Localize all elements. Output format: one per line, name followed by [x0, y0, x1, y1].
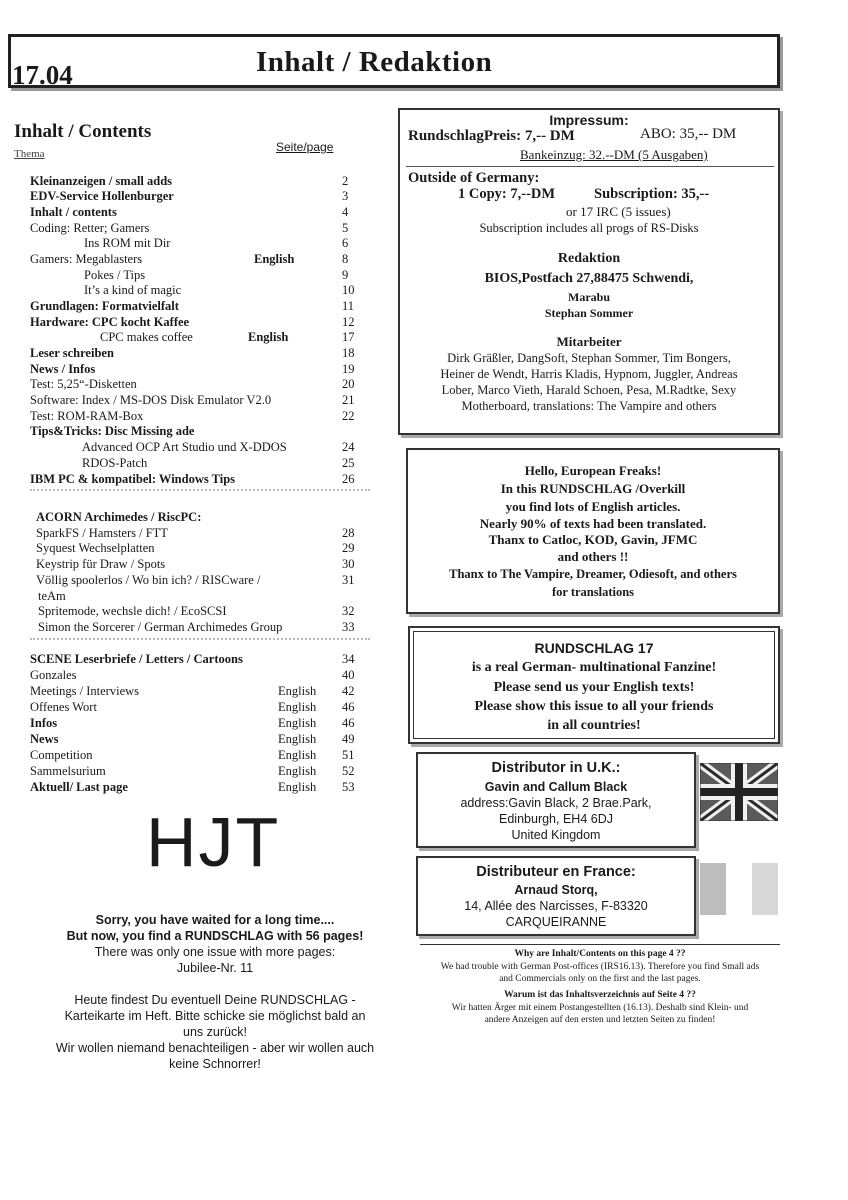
note-de-5: keine Schnorrer! — [169, 1057, 261, 1071]
fr-address: 14, Allée des Narcisses, F-83320 — [464, 899, 648, 913]
freaks-box — [406, 448, 780, 614]
impressum-title: Impressum: — [549, 112, 629, 128]
contents-topic: Coding: Retter; Gamers — [30, 221, 150, 235]
why-de-title: Warum ist das Inhaltsverzeichnis auf Seite 4 ?? — [504, 990, 696, 1000]
impressum-price: RundschlagPreis: 7,-- DM — [408, 128, 575, 144]
fanzine-line-5: in all countries! — [547, 718, 641, 733]
fanzine-line-2: is a real German- multinational Fanzine! — [471, 660, 717, 675]
contents-topic: EDV-Service Hollenburger — [30, 189, 174, 203]
fr-name: Arnaud Storq, — [514, 883, 598, 897]
contents-language: English — [254, 252, 295, 266]
fanzine-box — [408, 626, 780, 744]
contents-page-number: 5 — [342, 221, 349, 235]
contents-title: Inhalt / Contents — [14, 121, 152, 142]
contents-page-number: 24 — [342, 440, 355, 454]
why-en-line-1: We had trouble with German Post-offices (IRS16.13). Therefore you find Small ads — [440, 962, 760, 972]
fanzine-line-1: RUNDSCHLAG 17 — [534, 640, 654, 656]
contents-topic: Leser schreiben — [30, 346, 114, 360]
contents-topic: Offenes Wort — [30, 700, 97, 714]
contents-topic: RDOS-Patch — [82, 456, 148, 470]
contents-language: English — [278, 748, 317, 762]
contents-page-number: 26 — [342, 472, 355, 486]
why-rule — [420, 944, 780, 945]
note-en-2: But now, you find a RUNDSCHLAG with 56 pages! — [66, 929, 364, 943]
divider — [30, 489, 370, 491]
france-flag-icon — [700, 863, 778, 915]
contents-topic: teAm — [38, 589, 66, 603]
contents-page-number: 52 — [342, 764, 355, 778]
contents-topic: CPC makes coffee — [100, 330, 193, 344]
contents-topic: ACORN Archimedes / RiscPC: — [36, 510, 202, 524]
contents-topic: Ins ROM mit Dir — [84, 236, 171, 250]
outside-title: Outside of Germany: — [408, 170, 540, 186]
mitarbeiter-line-2: Heiner de Wendt, Harris Kladis, Hypnom, Juggler, Andreas — [440, 367, 738, 381]
contents-topic: Kleinanzeigen / small adds — [30, 174, 173, 188]
contents-page-number: 9 — [342, 268, 349, 282]
redaktion-marabu: Marabu — [568, 290, 610, 304]
contents-topic: Test: ROM-RAM-Box — [30, 409, 144, 423]
contents-topic: Advanced OCP Art Studio und X-DDOS — [82, 440, 287, 454]
contents-topic: SparkFS / Hamsters / FTT — [36, 526, 168, 540]
page-title: Inhalt / Redaktion — [256, 46, 493, 78]
why-en-title: Why are Inhalt/Contents on this page 4 ?? — [514, 949, 686, 959]
redaktion-editor: Stephan Sommer — [544, 306, 634, 320]
outside-subscription: Subscription: 35,-- — [594, 186, 710, 202]
issue-number: 17.04 — [12, 60, 73, 90]
note-de-1: Heute findest Du eventuell Deine RUNDSCHLAG - — [74, 993, 356, 1007]
why-en-line-2: and Commercials only on the first and the last pages. — [499, 974, 701, 984]
contents-topic: News / Infos — [30, 362, 96, 376]
contents-topic: News — [30, 732, 59, 746]
mitarbeiter-title: Mitarbeiter — [556, 334, 622, 349]
contents-topic: Pokes / Tips — [84, 268, 146, 282]
freaks-line-8: for translations — [551, 585, 635, 599]
contents-topic: Test: 5,25“-Disketten — [30, 377, 137, 391]
column-seite: Seite/page — [276, 140, 334, 154]
contents-page-number: 49 — [342, 732, 355, 746]
contents-topic: Hardware: CPC kocht Kaffee — [30, 315, 190, 329]
impressum-box — [398, 108, 780, 435]
contents-page-number: 42 — [342, 684, 355, 698]
contents-topic: Syquest Wechselplatten — [36, 541, 155, 555]
contents-page-number: 28 — [342, 526, 355, 540]
uk-address-2: Edinburgh, EH4 6DJ — [499, 812, 613, 826]
contents-page-number: 17 — [342, 330, 355, 344]
note-en-3: There was only one issue with more pages: — [94, 945, 336, 959]
contents-page-number: 19 — [342, 362, 355, 376]
fr-city: CARQUEIRANNE — [505, 915, 607, 929]
note-en-1: Sorry, you have waited for a long time.... — [95, 913, 335, 927]
contents-page-number: 6 — [342, 236, 349, 250]
contents-page-number: 32 — [342, 604, 355, 618]
outside-irc: or 17 IRC (5 issues) — [566, 204, 671, 219]
contents-topic: IBM PC & kompatibel: Windows Tips — [30, 472, 236, 486]
impressum-abo: ABO: 35,-- DM — [640, 126, 737, 142]
contents-topic: Simon the Sorcerer / German Archimedes Group — [38, 620, 283, 634]
contents-page-number: 22 — [342, 409, 355, 423]
note-de-2: Karteikarte im Heft. Bitte schicke sie möglichst bald an — [64, 1009, 366, 1023]
contents-page-number: 18 — [342, 346, 355, 360]
impressum-bank: Bankeinzug: 32.--DM (5 Ausgaben) — [520, 147, 708, 162]
contents-language: English — [278, 780, 317, 794]
fr-title: Distributeur en France: — [476, 864, 636, 880]
contents-topic: Aktuell/ Last page — [30, 780, 128, 794]
contents-page-number: 11 — [342, 299, 355, 313]
freaks-line-5: Thanx to Catloc, KOD, Gavin, JFMC — [488, 532, 698, 547]
contents-page-number: 33 — [342, 620, 355, 634]
uk-title: Distributor in U.K.: — [491, 760, 621, 776]
contents-topic: Inhalt / contents — [30, 205, 117, 219]
contents-page-number: 21 — [342, 393, 355, 407]
contents-topic: Software: Index / MS-DOS Disk Emulator V2.0 — [30, 393, 272, 407]
freaks-line-3: you find lots of English articles. — [505, 499, 681, 514]
contents-page-number: 25 — [342, 456, 355, 470]
mitarbeiter-line-3: Lober, Marco Vieth, Harald Schoen, Pesa, M.Radtke, Sexy — [441, 383, 737, 397]
why-de-line-1: Wir hatten Ärger mit einem Postangestellten (16.13). Deshalb sind Klein- und — [451, 1003, 749, 1013]
contents-topic: Keystrip für Draw / Spots — [36, 557, 166, 571]
uk-address-1: address:Gavin Black, 2 Brae.Park, — [460, 796, 652, 810]
mitarbeiter-line-4: Motherboard, translations: The Vampire and others — [461, 399, 717, 413]
contents-language: English — [278, 764, 317, 778]
contents-topic: Völlig spoolerlos / Wo bin ich? / RISCware / — [36, 573, 261, 587]
contents-topic: Spritemode, wechsle dich! / EcoSCSI — [38, 604, 227, 618]
fanzine-line-3: Please send us your English texts! — [493, 680, 695, 695]
why-de-line-2: andere Anzeigen auf den ersten und letzten Seiten zu finden! — [484, 1015, 716, 1025]
uk-flag-icon — [700, 763, 778, 821]
contents-topic: Infos — [30, 716, 58, 730]
note-de-4: Wir wollen niemand benachteiligen - aber wir wollen auch — [55, 1041, 375, 1055]
contents-topic: Meetings / Interviews — [30, 684, 140, 698]
freaks-line-4: Nearly 90% of texts had been translated. — [479, 516, 707, 531]
distributor-fr-box — [416, 856, 696, 936]
contents-page-number: 40 — [342, 668, 355, 682]
contents-language: English — [248, 330, 289, 344]
contents-topic: Competition — [30, 748, 93, 762]
contents-page-number: 31 — [342, 573, 355, 587]
mitarbeiter-line-1: Dirk Gräßler, DangSoft, Stephan Sommer, Tim Bongers, — [447, 351, 731, 365]
contents-page-number: 20 — [342, 377, 355, 391]
contents-page-number: 2 — [342, 174, 349, 188]
uk-names: Gavin and Callum Black — [484, 780, 628, 794]
divider — [30, 638, 370, 640]
outside-copy: 1 Copy: 7,--DM — [458, 186, 556, 202]
contents-language: English — [278, 732, 317, 746]
contents-topic: Sammelsurium — [30, 764, 106, 778]
redaktion-address: BIOS,Postfach 27,88475 Schwendi, — [484, 271, 694, 286]
fanzine-line-4: Please show this issue to all your friends — [474, 699, 714, 714]
hjt-logo: HJT — [146, 803, 281, 881]
contents-page-number: 34 — [342, 652, 355, 666]
note-en-4: Jubilee-Nr. 11 — [176, 961, 254, 975]
contents-page-number: 51 — [342, 748, 355, 762]
contents-page-number: 8 — [342, 252, 349, 266]
contents-page-number: 4 — [342, 205, 349, 219]
contents-topic: Gamers: Megablasters — [30, 252, 143, 266]
contents-page-number: 53 — [342, 780, 355, 794]
contents-page-number: 46 — [342, 716, 355, 730]
contents-page-number: 46 — [342, 700, 355, 714]
redaktion-title: Redaktion — [557, 251, 621, 266]
freaks-line-6: and others !! — [557, 549, 629, 564]
contents-topic: SCENE Leserbriefe / Letters / Cartoons — [30, 652, 243, 666]
contents-page-number: 29 — [342, 541, 355, 555]
freaks-line-1: Hello, European Freaks! — [524, 463, 662, 478]
contents-page-number: 12 — [342, 315, 355, 329]
contents-page-number: 30 — [342, 557, 355, 571]
uk-country: United Kingdom — [511, 828, 601, 842]
distributor-uk-box — [416, 752, 696, 848]
contents-page-number: 3 — [342, 189, 349, 203]
freaks-line-2: In this RUNDSCHLAG /Overkill — [500, 481, 686, 496]
contents-topic: Gonzales — [30, 668, 77, 682]
contents-topic: It’s a kind of magic — [84, 283, 182, 297]
contents-language: English — [278, 684, 317, 698]
note-de-3: uns zurück! — [183, 1025, 247, 1039]
contents-page-number: 10 — [342, 283, 355, 297]
outside-progs: Subscription includes all progs of RS-Disks — [479, 221, 699, 235]
contents-language: English — [278, 716, 317, 730]
contents-topic: Grundlagen: Formatvielfalt — [30, 299, 179, 313]
contents-language: English — [278, 700, 317, 714]
contents-topic: Tips&Tricks: Disc Missing ade — [30, 424, 195, 438]
impressum-separator — [406, 166, 774, 167]
freaks-line-7: Thanx to The Vampire, Dreamer, Odiesoft, and others — [449, 567, 737, 581]
column-thema: Thema — [14, 148, 45, 160]
